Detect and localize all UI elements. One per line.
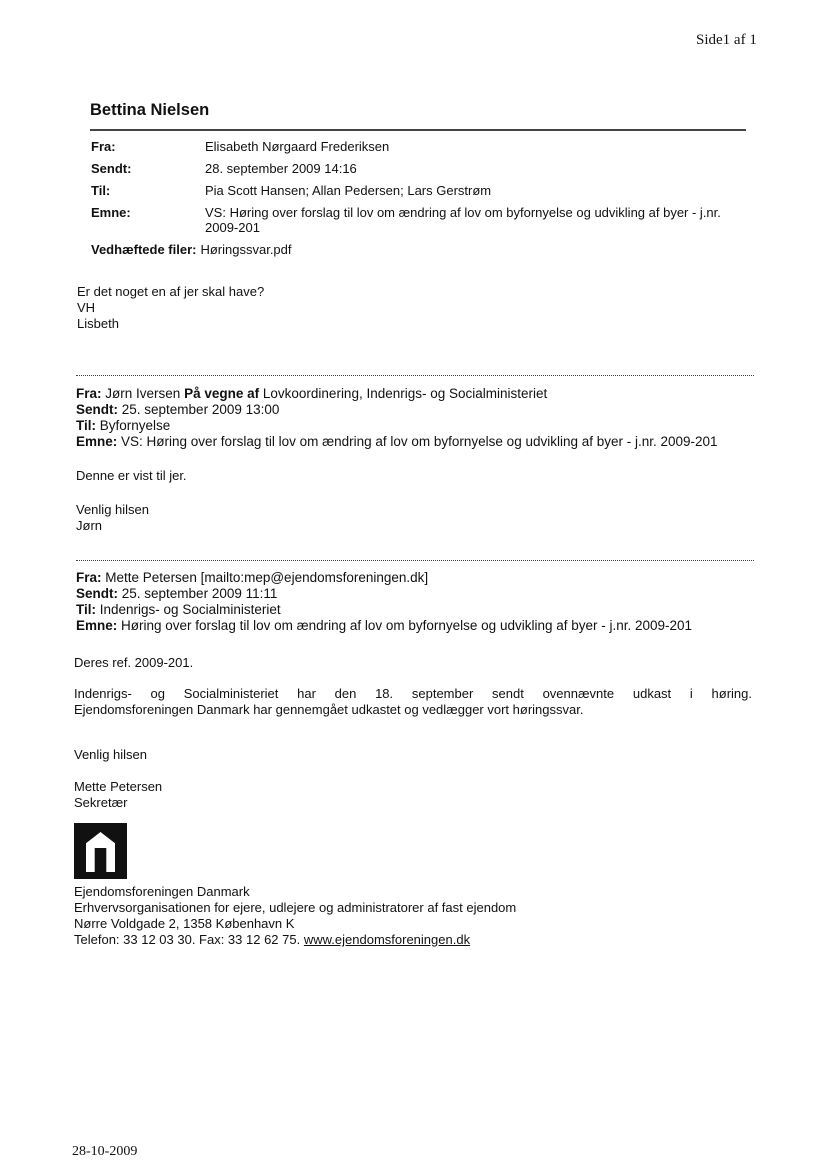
message3-subject-line [76,618,766,634]
message1-line: Er det noget en af jer skal have? [77,284,265,299]
header-label: Fra: [91,139,116,154]
header-label: Til: [91,183,111,198]
to-value: Byfornyelse [99,418,171,433]
org-contact-line [74,932,516,948]
email-header-fields [91,139,751,264]
sent-value: 25. september 2009 11:11 [121,586,278,601]
header-value: 28. september 2009 14:16 [205,161,357,176]
sent-label: Sendt: [76,586,118,601]
subject-label: Emne: [76,618,118,633]
subject-value: Høring over forslag til lov om ændring af lov om byfornyelse og udvikling af byer - j.nr. 2009-201 [121,618,693,633]
organization-logo-icon [74,823,127,879]
header-row-from [91,139,751,154]
message3-sent-line [76,586,766,602]
from-label: Fra: [76,386,102,401]
greeting: Venlig hilsen [76,502,149,517]
on-behalf-label: På vegne af [184,386,260,401]
attachment-file[interactable]: Høringssvar.pdf [200,242,292,257]
message2-header [76,386,766,450]
paragraph-line: Ejendomsforeningen Danmark har gennemgået udkastet og vedlægger vort høringssvar. [74,702,584,717]
header-label: Emne: [91,205,131,220]
header-row-attachments [91,242,751,257]
message3-greeting: Venlig hilsen [74,747,147,762]
message3-from-line [76,570,766,586]
message1-line: Lisbeth [77,316,119,331]
org-address: Nørre Voldgade 2, 1358 København K [74,916,295,931]
message2-signoff [76,502,149,534]
signature-title: Sekretær [74,795,128,810]
header-value: Pia Scott Hansen; Allan Pedersen; Lars Gerstrøm [205,183,492,198]
message2-body: Denne er vist til jer. [76,468,187,483]
sent-value: 25. september 2009 13:00 [121,402,280,417]
message1-line: VH [77,300,96,315]
sent-label: Sendt: [76,402,118,417]
message2-sent-line [76,402,766,418]
signature: Jørn [76,518,102,533]
message3-header [76,570,766,634]
signature-name: Mette Petersen [74,779,163,794]
message3-to-line [76,602,766,618]
to-label: Til: [76,602,96,617]
header-row-to [91,183,751,198]
from-label: Fra: [76,570,102,585]
header-value: VS: Høring over forslag til lov om ændring af lov om byfornyelse og udvikling af byer - j.nr. 2009-201 [205,205,721,235]
footer-date: 28-10-2009 [72,1144,138,1159]
header-divider [90,129,746,131]
sender-name: Bettina Nielsen [90,101,210,119]
to-label: Til: [76,418,96,433]
message2-to-line [76,418,766,434]
message-divider [76,560,754,561]
attachments-label: Vedhæftede filer: [91,242,197,257]
message-divider [76,375,754,376]
from-value: Jørn Iversen [105,386,181,401]
message2-subject-line [76,434,766,450]
reference-line: Deres ref. 2009-201. [74,655,194,670]
message3-signature [74,779,162,811]
message3-paragraph [74,686,752,718]
subject-value: VS: Høring over forslag til lov om ændring af lov om byfornyelse og udvikling af byer - j.nr. 2009-201 [121,434,718,449]
header-row-subject [91,205,751,235]
paragraph-line: Indenrigs- og Socialministeriet har den 18. september sendt ovennævnte udkast i høring. [74,686,752,701]
page-number: Side1 af 1 [696,32,757,48]
org-phone: Telefon: 33 12 03 30. Fax: 33 12 62 75. [74,932,301,947]
message2-from-line [76,386,766,402]
subject-label: Emne: [76,434,118,449]
header-value: Elisabeth Nørgaard Frederiksen [205,139,390,154]
header-row-sent [91,161,751,176]
message1-body [77,284,264,332]
from-value[interactable]: Mette Petersen [mailto:mep@ejendomsforeningen.dk] [105,570,429,585]
org-name: Ejendomsforeningen Danmark [74,884,250,899]
house-icon [86,832,115,872]
header-label: Sendt: [91,161,132,176]
to-value: Indenrigs- og Socialministeriet [99,602,281,617]
on-behalf-value: Lovkoordinering, Indenrigs- og Socialministeriet [262,386,548,401]
organization-signature [74,884,516,948]
org-description: Erhvervsorganisationen for ejere, udlejere og administratorer af fast ejendom [74,900,517,915]
org-website-link[interactable]: www.ejendomsforeningen.dk [303,932,471,947]
